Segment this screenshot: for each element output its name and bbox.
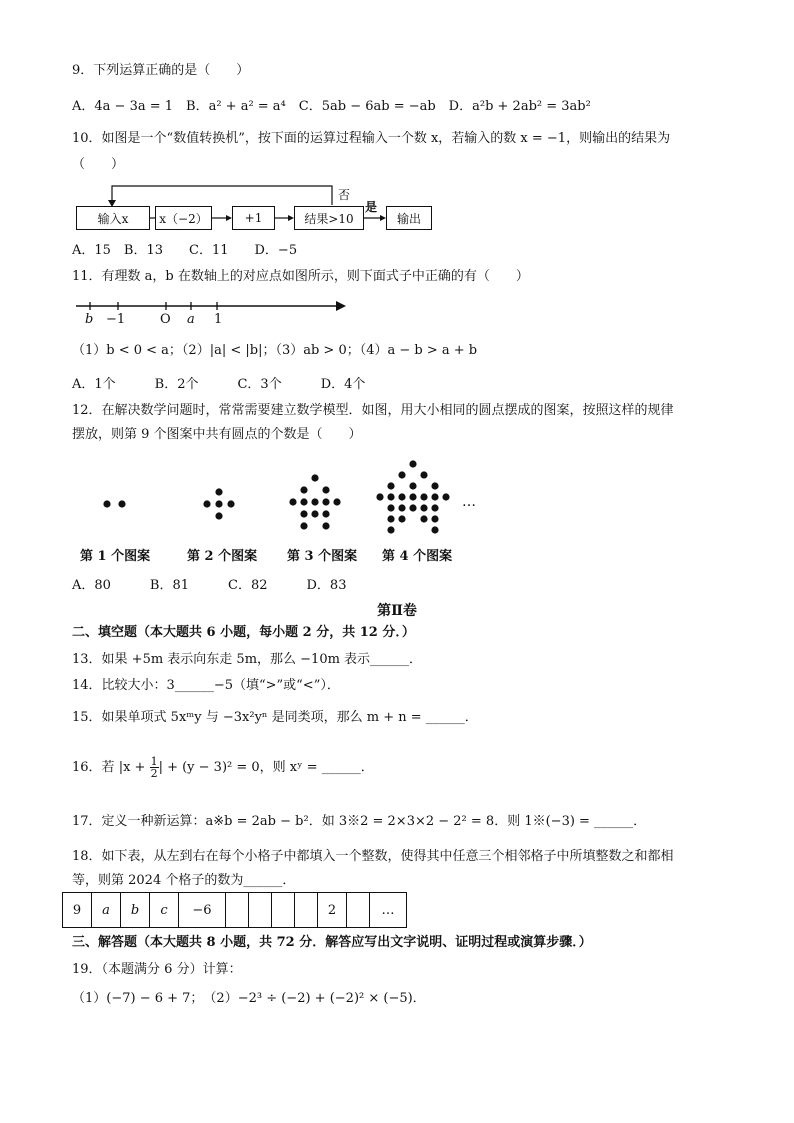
- pattern-caption-4: 第 4 个图案: [382, 549, 453, 564]
- flow-box-multiply: x（−2）: [155, 206, 212, 230]
- q11-stem: 11．有理数 a，b 在数轴上的对应点如图所示，则下面式子中正确的有（ ）: [72, 269, 529, 284]
- grid-cell-6: [226, 893, 249, 928]
- axis-label-minus-one: −1: [106, 312, 126, 327]
- q10-stem: 10．如图是一个“数值转换机”，按下面的运算过程输入一个数 x，若输入的数 x = −1，则输出的结果为: [72, 131, 671, 146]
- part3-header: 三、解答题（本大题共 8 小题，共 72 分．解答应写出文字说明、证明过程或演算步骤．）: [72, 935, 592, 950]
- grid-cell-2: a: [92, 893, 121, 928]
- q19-items: （1）(−7) − 6 + 7； （2）−2³ ÷ (−2) + (−2)² × (−5)．: [72, 991, 426, 1006]
- no-label: 否: [338, 188, 351, 202]
- flow-box-add: +1: [232, 206, 275, 230]
- q16-expr-b: | + (y − 3)² = 0，则 xʸ = ______．: [158, 760, 374, 775]
- q9-options: A．4a − 3a = 1 B．a² + a² = a⁴ C．5ab − 6ab = −ab D．a²b + 2ab² = 3ab²: [72, 99, 591, 114]
- q16-fraction: [150, 756, 159, 779]
- q11-options: A．1个 B．2个 C．3个 D．4个: [72, 377, 366, 392]
- q16-expr-a: |x +: [118, 760, 150, 775]
- q10-paren: （ ）: [72, 157, 125, 172]
- q10-options: A．15 B．13 C．11 D．−5: [72, 243, 298, 258]
- pattern-2: [203, 488, 234, 519]
- flow-box-output: 输出: [386, 206, 432, 230]
- q11-statements: （1）b < 0 < a；（2）|a| < |b|；（3）ab > 0；（4）a − b > a + b: [72, 343, 478, 358]
- pattern-caption-3: 第 3 个图案: [287, 549, 358, 564]
- grid-cell-10: 2: [318, 893, 347, 928]
- grid-cell-11: [347, 893, 370, 928]
- dot-patterns: [0, 455, 794, 545]
- q16-prefix: 16．若: [72, 760, 115, 775]
- pattern-caption-1: 第 1 个图案: [80, 549, 151, 564]
- flow-box-check: 结果>10: [294, 206, 364, 230]
- axis-label-origin: O: [160, 312, 171, 327]
- grid-cell-7: [249, 893, 272, 928]
- grid-cell-4: c: [150, 893, 179, 928]
- q9-stem: 9．下列运算正确的是（ ）: [72, 63, 250, 78]
- pattern-ellipsis: …: [462, 494, 476, 510]
- q17: 17．定义一种新运算：a※b = 2ab − b²．如 3※2 = 2×3×2 − 2² = 8．则 1※(−3) = ______．: [72, 814, 647, 829]
- flow-box-input: 输入x: [76, 206, 150, 230]
- q13: 13．如果 +5m 表示向东走 5m，那么 −10m 表示______．: [72, 652, 423, 667]
- grid-cell-1: 9: [63, 893, 92, 928]
- q18-grid: [62, 892, 407, 928]
- axis-label-b: b: [85, 312, 94, 327]
- pattern-caption-2: 第 2 个图案: [187, 549, 258, 564]
- q18-line2: 等，则第 2024 个格子的数为______．: [72, 873, 296, 888]
- flow-arrows: [0, 0, 794, 240]
- section2-title: 第Ⅱ卷: [377, 603, 417, 619]
- q16-frac-num: 1: [150, 755, 158, 768]
- q16: [72, 755, 374, 781]
- q16-frac-den: 2: [150, 767, 158, 780]
- pattern-1: [103, 500, 125, 507]
- q18-line1: 18．如下表，从左到右在每个小格子中都填入一个整数，使得其中任意三个相邻格子中所填整数之和都相: [72, 849, 674, 864]
- grid-cell-8: [272, 893, 295, 928]
- axis-label-a: a: [187, 312, 195, 327]
- q12-stem-line2: 摆放，则第 9 个图案中共有圆点的个数是（ ）: [72, 427, 362, 442]
- q15: 15．如果单项式 5xᵐy 与 −3x²yⁿ 是同类项，那么 m + n = ______．: [72, 710, 478, 725]
- pattern-3: [289, 474, 340, 529]
- pattern-4: [376, 460, 449, 533]
- grid-cell-ellipsis: …: [370, 893, 407, 928]
- q19-stem: 19．（本题满分 6 分）计算：: [72, 962, 242, 977]
- grid-cell-9: [295, 893, 318, 928]
- grid-cell-3: b: [121, 893, 150, 928]
- yes-label: 是: [365, 200, 378, 214]
- q14: 14．比较大小：3______−5（填“>”或“<”）．: [72, 678, 340, 693]
- part2-header: 二、填空题（本大题共 6 小题，每小题 2 分，共 12 分．）: [72, 625, 415, 640]
- grid-cell-5: −6: [179, 893, 226, 928]
- q12-options: A．80 B．81 C．82 D．83: [72, 578, 347, 593]
- axis-label-one: 1: [214, 312, 223, 327]
- q12-stem-line1: 12．在解决数学问题时，常常需要建立数学模型．如图，用大小相同的圆点摆成的图案，按照这样的规律: [72, 403, 674, 418]
